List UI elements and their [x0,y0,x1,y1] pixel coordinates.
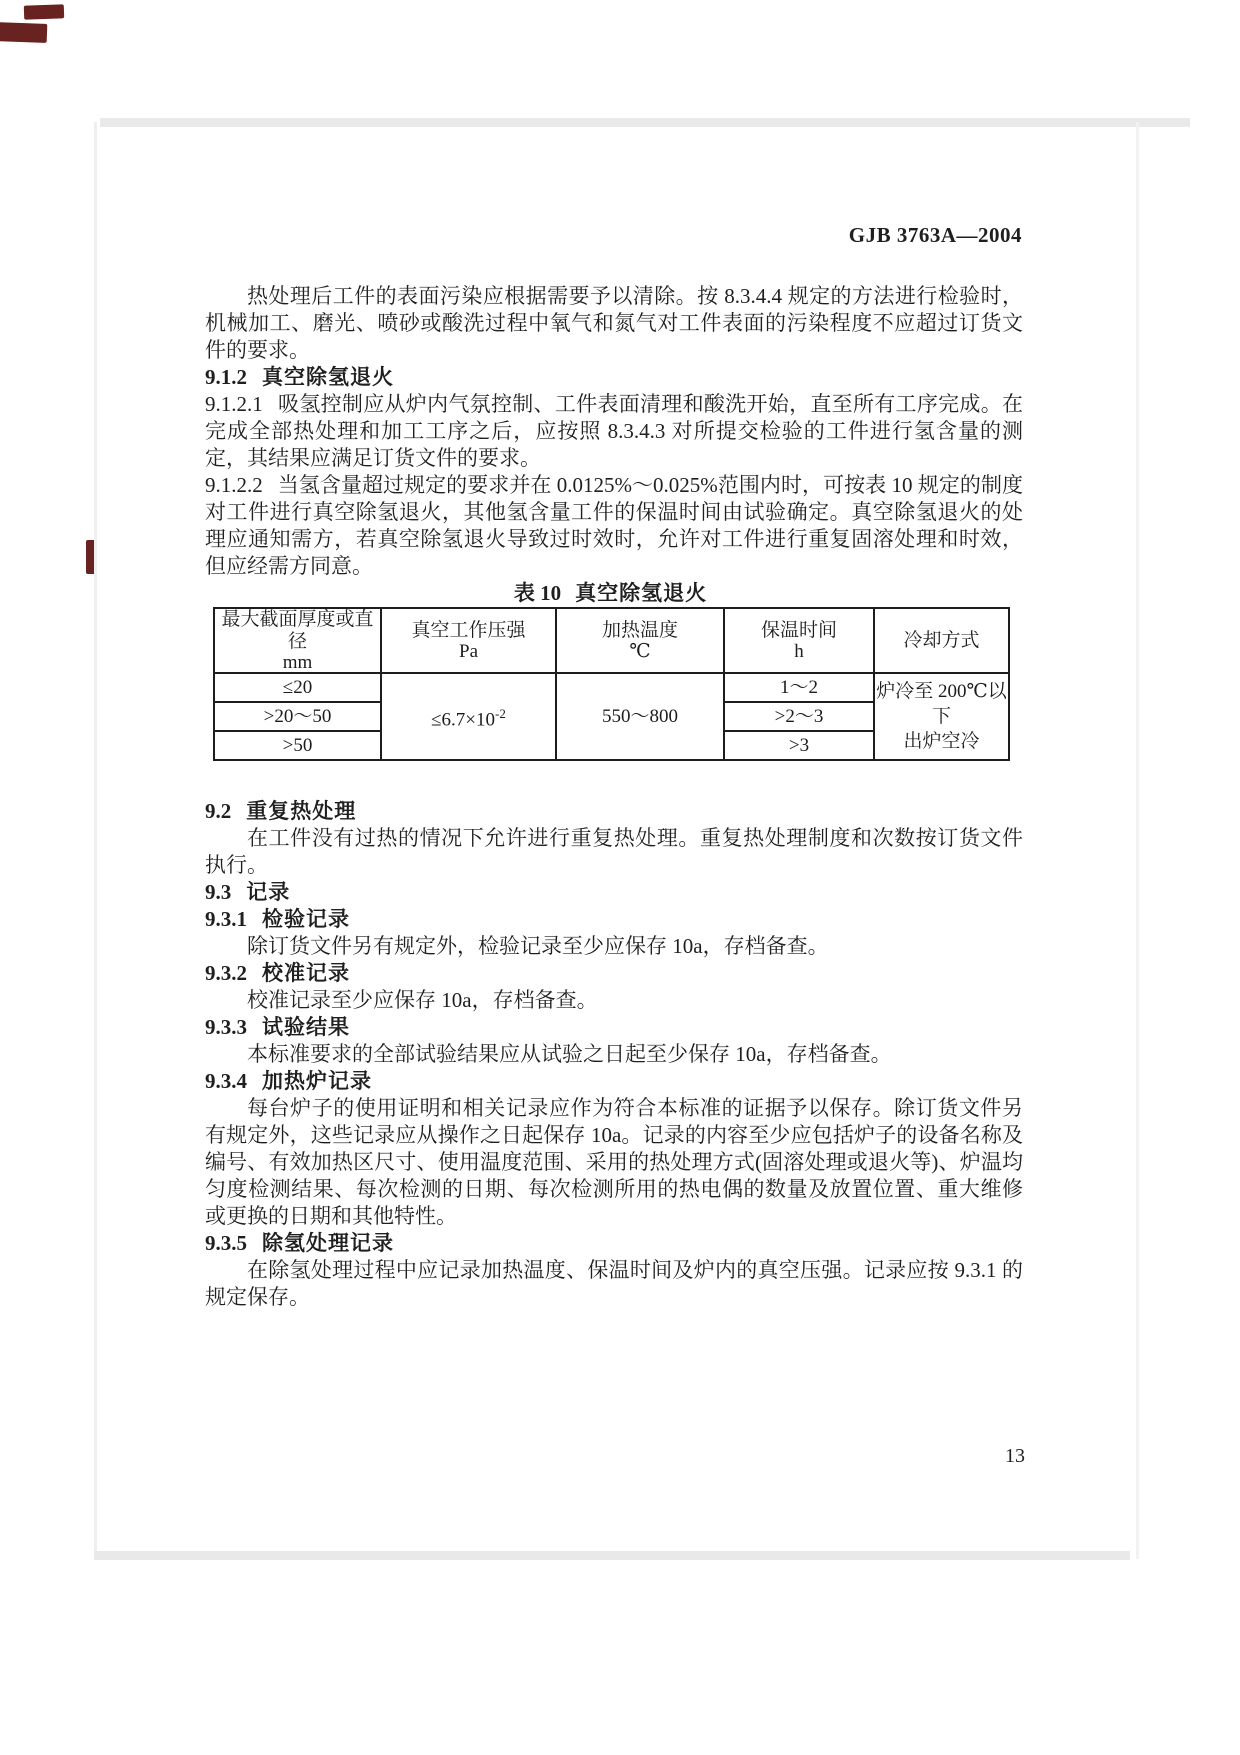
col-header-unit: h [794,641,804,662]
standard-code-header: GJB 3763A—2004 [848,223,1022,247]
heading-title: 加热炉记录 [262,1070,372,1093]
col-header-label: 冷却方式 [903,629,980,651]
clause-9-1-2-1 [205,391,1023,472]
cell-thickness-2: >20～50 [214,702,381,731]
cell-temperature: 550～800 [556,673,724,760]
pressure-base: ≤6.7×10 [431,709,496,731]
clause-number: 9.1.2 [205,365,247,389]
col-header-label: 真空工作压强 [411,620,526,641]
top-scan-line [100,118,1190,127]
heading-9-2 [205,798,1023,825]
clause-number: 9.3.3 [205,1015,247,1039]
cooling-line-2: 出炉空冷 [903,731,980,752]
heading-title: 真空除氢退火 [262,366,394,389]
table-header-row [214,608,1009,673]
clause-number: 9.1.2.2 [205,473,263,497]
col-header-temperature [556,608,724,673]
clause-number: 9.3.1 [205,907,247,931]
table-row [214,673,1009,702]
paragraph-9-3-3: 本标准要求的全部试验结果应从试验之日起至少保存 10a，存档备查。 [247,1042,892,1066]
heading-9-3-5 [205,1230,1023,1257]
col-header-label: 最大截面厚度或直径 [221,609,374,652]
heading-title: 检验记录 [262,908,350,931]
cell-thickness-3: >50 [214,731,381,760]
col-header-unit: mm [282,652,313,673]
paragraph-9-3-4: 每台炉子的使用证明和相关记录应作为符合本标准的证据予以保存。除订货文件另有规定外，这些记录应从操作之日起保存 10a。记录的内容至少应包括炉子的设备名称及编号、有效加热区尺寸、使用温度范围、采用的热处理方式(固溶处理或退火等)、炉温均匀度检测结果、每次检测的日期、每次检测所用的热电偶的数量及放置位置、重大维修或更换的日期和其他特性。 [205,1096,1023,1228]
heading-9-3-1 [205,906,1023,933]
heading-9-3-2 [205,960,1023,987]
clause-number: 9.2 [205,799,232,823]
body-text [205,283,1023,1311]
page-number: 13 [1005,1445,1025,1467]
left-scan-line [94,122,97,1559]
cell-thickness-1: ≤20 [214,673,381,702]
col-header-unit: ℃ [629,641,651,662]
cell-cooling [874,673,1009,760]
clause-number: 9.3.5 [205,1231,247,1255]
bottom-scan-line [94,1551,1130,1560]
clause-number: 9.3.2 [205,961,247,985]
heading-9-3 [205,879,1023,906]
clause-number: 9.1.2.1 [205,392,263,416]
clause-9-1-2-2 [205,472,1023,580]
col-header-thickness [214,608,381,673]
clause-number: 9.3.4 [205,1069,247,1093]
clause-text: 吸氢控制应从炉内气氛控制、工件表面清理和酸洗开始，直至所有工序完成。在完成全部热处理和加工工序之后，应按照 8.3.4.3 对所提交检验的工件进行氢含量的测定，其结果应满足订货文件的要求。 [205,392,1023,470]
paragraph-9-3-5: 在除氢处理过程中应记录加热温度、保温时间及炉内的真空压强。记录应按 9.3.1 的规定保存。 [205,1258,1023,1309]
cell-pressure [381,673,556,760]
paragraph-9-2: 在工件没有过热的情况下允许进行重复热处理。重复热处理制度和次数按订货文件执行。 [205,826,1023,877]
table-caption [213,580,1008,607]
red-ink-mark-top-1 [24,4,64,19]
clause-text: 当氢含量超过规定的要求并在 0.0125%～0.025%范围内时，可按表 10 规定的制度对工件进行真空除氢退火，其他氢含量工件的保温时间由试验确定。真空除氢退火的处理应通知需方，若真空除氢退火导致过时效时，允许对工件进行重复固溶处理和时效，但应经需方同意。 [205,473,1023,578]
vacuum-annealing-table [213,607,1010,761]
heading-title: 重复热处理 [246,800,357,823]
heading-title: 试验结果 [262,1016,350,1039]
paragraph-surface-contamination: 热处理后工件的表面污染应根据需要予以清除。按 8.3.4.4 规定的方法进行检验时，机械加工、磨光、喷砂或酸洗过程中氧气和氮气对工件表面的污染程度不应超过订货文件的要求。 [205,284,1023,362]
paragraph-9-3-1: 除订货文件另有规定外，检验记录至少应保存 10a，存档备查。 [247,934,829,958]
heading-9-1-2 [205,364,1023,391]
table-caption-label: 表 10 [513,581,562,605]
col-header-cooling [874,608,1009,673]
heading-9-3-3 [205,1014,1023,1041]
spacer [205,761,1023,798]
heading-title: 除氢处理记录 [262,1232,394,1255]
cell-holding-3: >3 [724,731,874,760]
cooling-line-1: 炉冷至 200℃以下 [876,681,1007,727]
col-header-pressure [381,608,556,673]
col-header-label: 保温时间 [760,620,837,641]
heading-title: 校准记录 [262,962,350,985]
red-ink-mark-top-2 [0,22,47,43]
cell-holding-1: 1～2 [724,673,874,702]
col-header-unit: Pa [459,641,478,662]
col-header-holding-time [724,608,874,673]
heading-9-3-4 [205,1068,1023,1095]
col-header-label: 加热温度 [601,620,678,641]
cell-holding-2: >2～3 [724,702,874,731]
clause-number: 9.3 [205,880,232,904]
heading-title: 记录 [246,881,291,904]
table-caption-title: 真空除氢退火 [575,582,708,605]
paragraph-9-3-2: 校准记录至少应保存 10a，存档备查。 [247,988,598,1012]
pressure-exponent: -2 [495,705,506,721]
right-scan-line [1136,122,1139,1559]
